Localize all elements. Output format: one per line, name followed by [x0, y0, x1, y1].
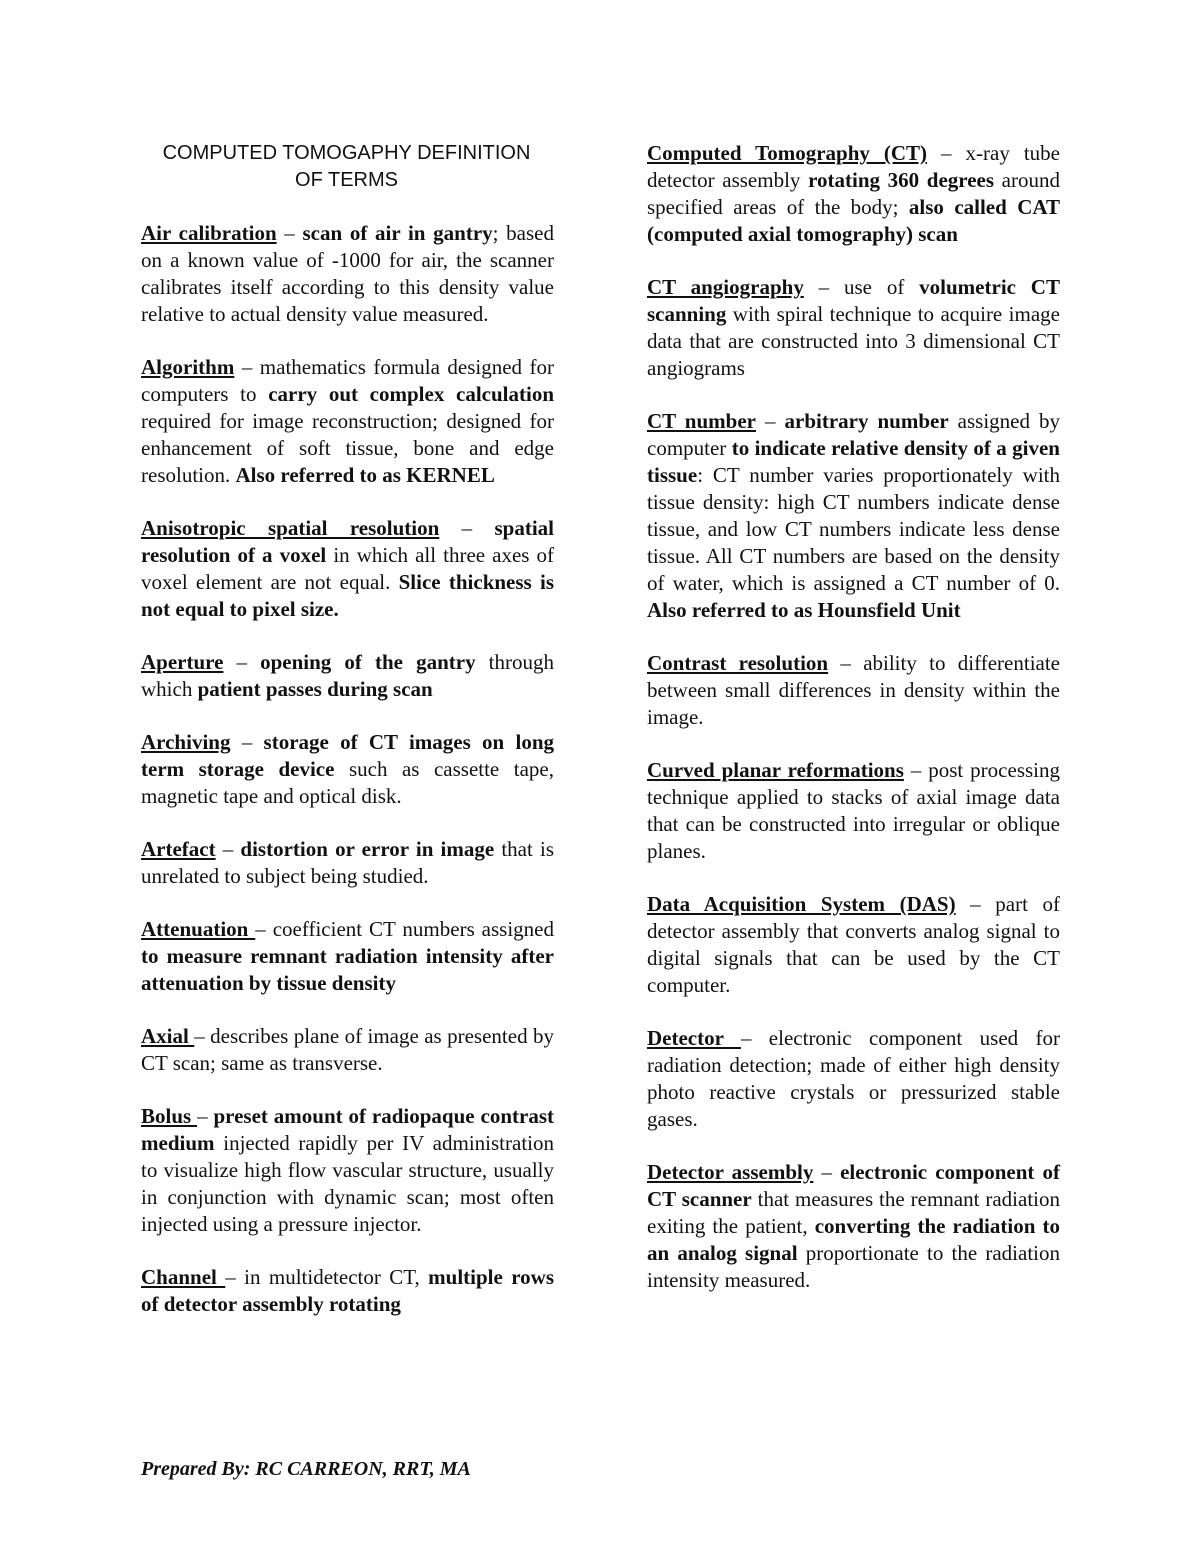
definition-text: – [755, 409, 785, 433]
definition-emphasis: scan of air in gantry [302, 221, 493, 245]
definition-text: injected rapidly per IV administration to visualize high flow vascular structure, usually in conjunction with dynamic scan; most often injected using a pressure injector. [141, 1131, 554, 1236]
term-name: Bolus [141, 1104, 198, 1128]
term-name: Curved planar reformations [647, 758, 904, 782]
definition-entry [647, 891, 1060, 999]
definition-text: – [197, 1104, 214, 1128]
definition-emphasis: Slice thickness is not equal to pixel size. [141, 570, 554, 621]
term-name: Archiving [141, 730, 231, 754]
definition-text: through which [141, 650, 554, 701]
definition-text: – [439, 516, 495, 540]
definition-text: that is unrelated to subject being studied. [141, 837, 554, 888]
definition-entry [647, 1025, 1060, 1133]
term-name: Air calibration [141, 221, 277, 245]
definition-emphasis: to measure remnant radiation intensity after attenuation by tissue density [141, 944, 554, 995]
definition-text: in which all three axes of voxel element are not equal. [141, 543, 554, 594]
definition-text: – describes plane of image as presented by CT scan; same as transverse. [141, 1024, 554, 1075]
definition-text: – [230, 730, 264, 754]
term-name: Artefact [141, 837, 216, 861]
definition-text: – mathematics formula designed for computers to [141, 355, 554, 406]
definition-text: such as cassette tape, magnetic tape and optical disk. [141, 757, 554, 808]
definition-text: – coefficient CT numbers assigned [255, 917, 554, 941]
definition-text: proportionate to the radiation intensity measured. [647, 1241, 1060, 1292]
definition-text: – use of [803, 275, 920, 299]
definition-entry [141, 1103, 554, 1238]
definition-text: around specified areas of the body; [647, 168, 1060, 219]
title-line-2: OF TERMS [295, 169, 398, 191]
definition-text: : CT number varies proportionately with tissue density: high CT numbers indicate dense tissue, and low CT numbers indicate less dense tissue. All CT numbers are based on the density of water, which is assigned a CT number of 0. [647, 463, 1060, 595]
definition-text: that measures the remnant radiation exiting the patient, [647, 1187, 1060, 1238]
definition-entry [647, 650, 1060, 731]
definition-entry [647, 140, 1060, 248]
right-term-list [647, 140, 1060, 1294]
definition-emphasis: to indicate relative density of a given tissue [647, 436, 1060, 487]
definition-entry [141, 729, 554, 810]
definition-text: – part of detector assembly that converts analog signal to digital signals that can be used by the CT computer. [647, 892, 1060, 997]
definition-text: – ability to differentiate between small differences in density within the image. [647, 651, 1061, 729]
definition-entry [141, 916, 554, 997]
definition-emphasis: multiple rows of detector assembly rotating [141, 1265, 555, 1316]
definition-text: – electronic component used for radiation detection; made of either high density photo reactive crystals or pressurized stable gases. [647, 1026, 1060, 1131]
definition-text: – in multidetector CT, [225, 1265, 429, 1289]
term-name: Algorithm [141, 355, 235, 379]
term-name: Axial [141, 1024, 195, 1048]
term-name: Data Acquisition System (DAS) [647, 892, 956, 916]
definition-entry [647, 757, 1060, 865]
definition-text: – [223, 650, 261, 674]
definition-emphasis: electronic component of CT scanner [647, 1160, 1060, 1211]
definition-text: with spiral technique to acquire image data that are constructed into 3 dimensional CT angiograms [647, 302, 1060, 380]
definition-emphasis: distortion or error in image [240, 837, 495, 861]
definition-emphasis: carry out complex calculation [268, 382, 555, 406]
definition-text: – [276, 221, 303, 245]
definition-emphasis: storage of CT images on long term storage device [141, 730, 555, 781]
definition-entry [141, 1264, 554, 1318]
title-line-1: COMPUTED TOMOGAPHY DEFINITION [162, 142, 531, 164]
definition-emphasis: Also referred to as KERNEL [235, 463, 495, 487]
term-name: Attenuation [141, 917, 256, 941]
term-name: Computed Tomography (CT) [647, 141, 928, 165]
definition-emphasis: spatial resolution of a voxel [141, 516, 555, 567]
definition-entry [647, 1159, 1060, 1294]
term-name: CT angiography [647, 275, 804, 299]
definition-entry [141, 220, 554, 328]
definition-text: – x-ray tube detector assembly [647, 141, 1060, 192]
left-term-list [141, 220, 554, 1318]
definition-emphasis: arbitrary number [784, 409, 949, 433]
definition-emphasis: Also referred to as Hounsfield Unit [647, 598, 961, 622]
definition-emphasis: volumetric CT scanning [647, 275, 1060, 326]
definition-entry [141, 1023, 554, 1077]
definition-emphasis: opening of the gantry [260, 650, 476, 674]
definition-emphasis: preset amount of radiopaque contrast medium [141, 1104, 554, 1155]
term-name: Detector [647, 1026, 741, 1050]
definition-text: required for image reconstruction; designed for enhancement of soft tissue, bone and edge resolution. [141, 409, 554, 487]
left-column [141, 140, 554, 1344]
definition-emphasis: also called CAT (computed axial tomography) scan [647, 195, 1060, 246]
definition-text: – post processing technique applied to stacks of axial image data that can be constructed into irregular or oblique planes. [647, 758, 1060, 863]
footer-credit: Prepared By: RC CARREON, RRT, MA [141, 1458, 471, 1480]
term-name: Contrast resolution [647, 651, 829, 675]
definition-entry [141, 649, 554, 703]
definition-entry [647, 408, 1060, 624]
definition-text: – [813, 1160, 841, 1184]
definition-entry [647, 274, 1060, 382]
document-title [133, 140, 560, 194]
definition-emphasis: patient passes during scan [197, 677, 433, 701]
term-name: Channel [141, 1265, 226, 1289]
term-name: Detector assembly [647, 1160, 814, 1184]
definition-text: ; based on a known value of -1000 for air, the scanner calibrates itself according to this density value relative to actual density value measured. [141, 221, 554, 326]
definition-text: assigned by computer [647, 409, 1060, 460]
definition-text: – [215, 837, 241, 861]
definition-emphasis: converting the radiation to an analog signal [647, 1214, 1060, 1265]
term-name: Aperture [141, 650, 224, 674]
term-name: CT number [647, 409, 756, 433]
right-column [647, 140, 1060, 1320]
term-name: Anisotropic spatial resolution [141, 516, 440, 540]
definition-entry [141, 836, 554, 890]
definition-entry [141, 515, 554, 623]
definition-entry [141, 354, 554, 489]
definition-emphasis: rotating 360 degrees [808, 168, 995, 192]
